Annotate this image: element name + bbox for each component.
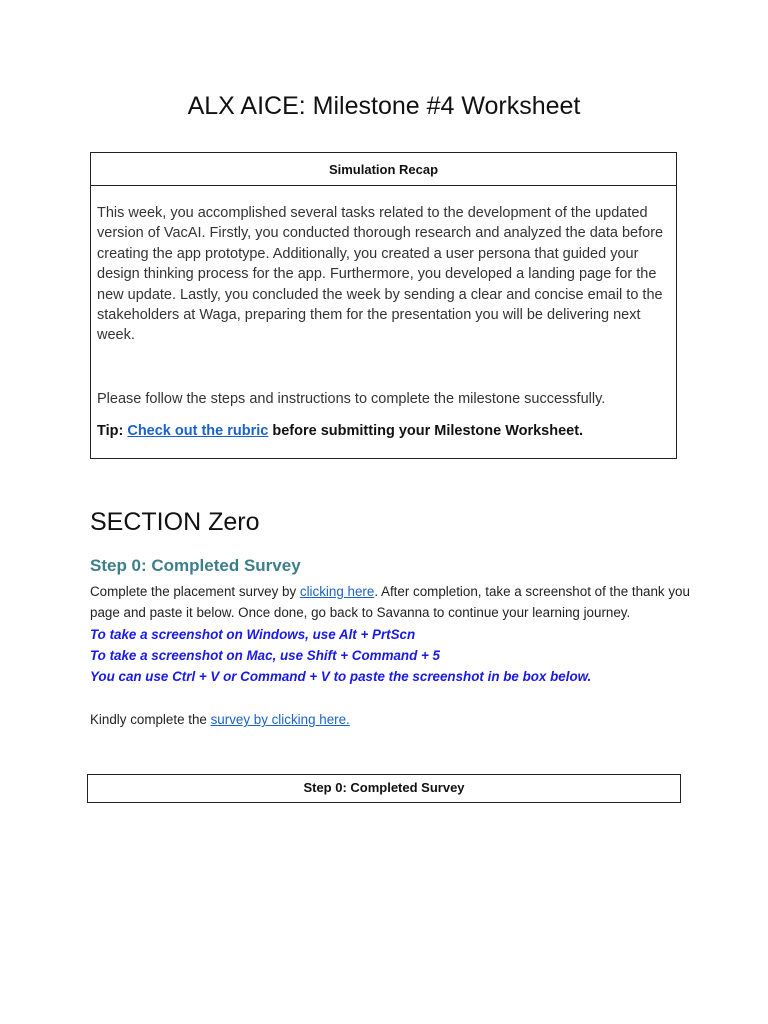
recap-tip bbox=[97, 421, 670, 441]
step-intro-after: . After completion, take a screenshot of the thank you page and paste it below. Once done, go back to Savanna to continue your learning journey. bbox=[90, 584, 690, 621]
step-intro-before: Complete the placement survey by bbox=[90, 584, 300, 599]
step-intro bbox=[90, 581, 690, 624]
rubric-link[interactable]: Check out the rubric bbox=[127, 423, 269, 440]
completed-survey-box[interactable]: Step 0: Completed Survey bbox=[87, 774, 681, 803]
simulation-recap-header: Simulation Recap bbox=[91, 153, 676, 186]
simulation-recap-table bbox=[90, 152, 677, 459]
document-title: ALX AICE: Milestone #4 Worksheet bbox=[187, 92, 581, 120]
placement-survey-link[interactable]: clicking here bbox=[299, 584, 375, 599]
tip-text: before submitting your Milestone Worksheet. bbox=[268, 423, 584, 440]
instruction-mac: To take a screenshot on Mac, use Shift + Command + 5 bbox=[90, 647, 440, 663]
instruction-paste: You can use Ctrl + V or Command + V to paste the screenshot in be box below. bbox=[90, 669, 592, 685]
survey-link[interactable]: survey by clicking here. bbox=[210, 712, 350, 728]
tip-label: Tip: bbox=[97, 423, 124, 440]
simulation-recap-body bbox=[91, 186, 676, 442]
step-body bbox=[90, 581, 690, 731]
step-heading: Step 0: Completed Survey bbox=[90, 556, 301, 575]
section-title: SECTION Zero bbox=[90, 508, 260, 536]
instruction-windows: To take a screenshot on Windows, use Alt + PrtScn bbox=[90, 626, 416, 642]
recap-instructions: Please follow the steps and instructions to complete the milestone successfully. bbox=[97, 390, 606, 407]
recap-paragraph: This week, you accomplished several tasks related to the development of the updated version of VacAI. Firstly, you conducted thorough research and analyzed the data before creating the app prototype. Additionally, you created a user persona that guided your design thinking process for the app. Furthermore, you developed a landing page for the new update. Lastly, you concluded the week by sending a clear and concise email to the stakeholders at Waga, preparing them for the presentation you will be delivering next week. bbox=[97, 205, 664, 344]
kindly-complete-line bbox=[90, 709, 690, 730]
kindly-before: Kindly complete the bbox=[90, 712, 211, 728]
